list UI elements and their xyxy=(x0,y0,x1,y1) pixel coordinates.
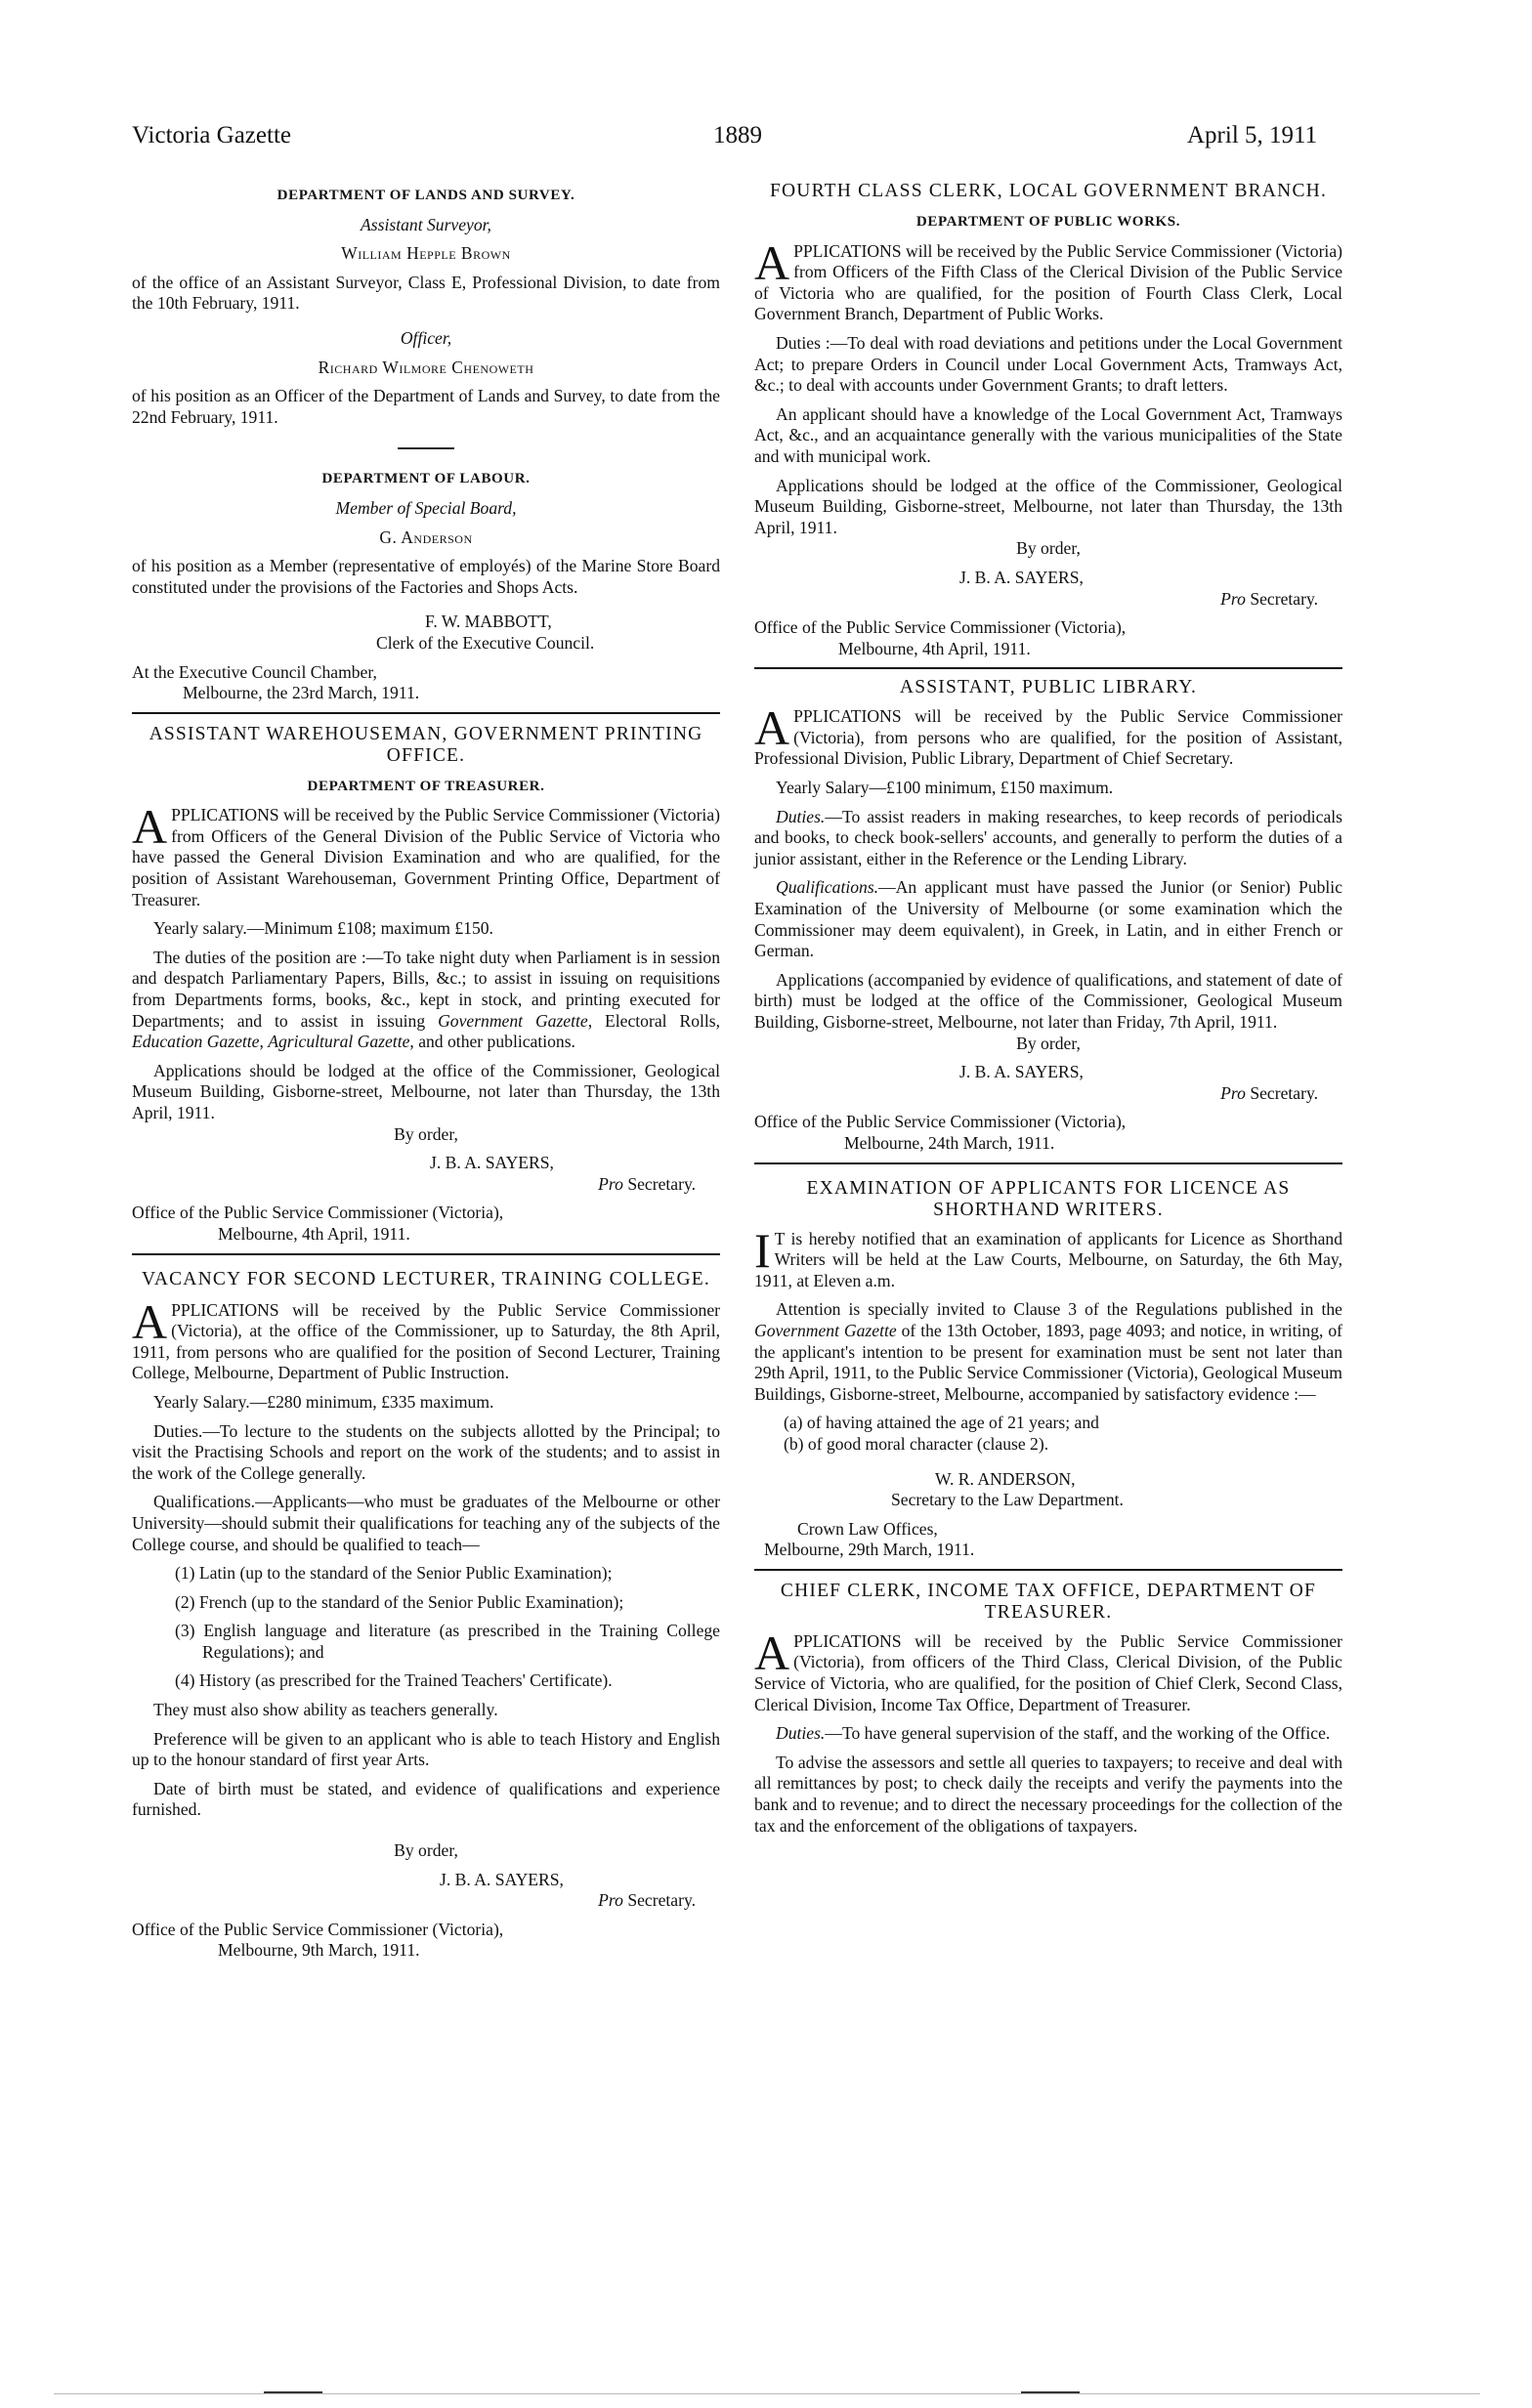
secretary-label: Secretary. xyxy=(1245,1082,1318,1103)
notice-text: APPLICATIONS will be received by the Public Service Commissioner (Victoria) from Officers of the Fifth Class of the Clerical Division of the Public Service of Victoria who are qualified, for the position of Fourth Class Clerk, Local Government Branch, Department of Public Works. xyxy=(754,234,1342,324)
duties-label: Duties. xyxy=(776,1723,826,1744)
department-heading: DEPARTMENT OF TREASURER. xyxy=(307,778,545,794)
role-heading: Officer, xyxy=(400,327,452,348)
page-number: 1889 xyxy=(713,122,762,148)
notice-fourth-class-clerk xyxy=(754,181,1342,669)
evidence-item: (b) of good moral character (clause 2). xyxy=(784,1433,1049,1454)
by-order: By order, xyxy=(1016,538,1081,559)
notice-title: CHIEF CLERK, INCOME TAX OFFICE, DEPARTMENT OF TREASURER. xyxy=(780,1580,1317,1623)
dob-text: Date of birth must be stated, and evidence of qualifications and experience furnished. xyxy=(132,1778,720,1820)
pro-label: Pro xyxy=(598,1890,623,1911)
right-column xyxy=(754,181,1342,1837)
text-run: —To assist readers in making researches, to keep records of periodicals and books, to check book-sellers' accounts, and generally to perform the duties of a junior assistant, either in the Reference or the Lending Library. xyxy=(754,806,1342,868)
notice-title: VACANCY FOR SECOND LECTURER, TRAINING COLLEGE. xyxy=(142,1268,710,1289)
by-order: By order, xyxy=(394,1840,458,1861)
subject-item: (2) French (up to the standard of the Senior Public Examination); xyxy=(175,1591,624,1612)
date: Melbourne, the 23rd March, 1911. xyxy=(183,683,420,703)
notice-text: of his position as an Officer of the Department of Lands and Survey, to date from the 22nd February, 1911. xyxy=(132,386,720,427)
signatory-title xyxy=(754,1083,1342,1105)
office: Office of the Public Service Commissioner (Victoria), xyxy=(132,1203,504,1223)
secretary-label: Secretary. xyxy=(1245,588,1318,609)
department-heading: DEPARTMENT OF LABOUR. xyxy=(321,471,531,487)
text-run: —To have general supervision of the staff, and the working of the Office. xyxy=(825,1723,1331,1744)
secretary-label: Secretary. xyxy=(622,1173,696,1194)
duties-text xyxy=(754,807,1342,870)
date: Melbourne, 9th March, 1911. xyxy=(218,1940,420,1961)
office: Office of the Public Service Commissioner (Victoria), xyxy=(132,1919,504,1939)
date: Melbourne, 4th April, 1911. xyxy=(218,1223,410,1244)
salary-text: Yearly Salary—£100 minimum, £150 maximum. xyxy=(776,778,1114,798)
pro-label: Pro xyxy=(1220,588,1246,609)
date: Melbourne, 24th March, 1911. xyxy=(844,1132,1055,1153)
date: Melbourne, 29th March, 1911. xyxy=(764,1540,975,1560)
notice-assistant-warehouseman xyxy=(132,724,720,1255)
salary-text: Yearly salary.—Minimum £108; maximum £150. xyxy=(153,918,493,939)
signatory-title: Clerk of the Executive Council. xyxy=(376,632,595,653)
notice-title: FOURTH CLASS CLERK, LOCAL GOVERNMENT BRANCH. xyxy=(769,181,1328,201)
department-heading: DEPARTMENT OF PUBLIC WORKS. xyxy=(915,214,1181,230)
qualifications-text xyxy=(754,877,1342,961)
signatory-title xyxy=(132,1890,720,1912)
text-run: —An applicant must have passed the Junior (or Senior) Public Examination of the University of Melbourne (or some examination which the Commissioner may deem equivalent), in Greek, in Latin, and in either French or German. xyxy=(754,877,1342,961)
notice-text: APPLICATIONS will be received by the Public Service Commissioner (Victoria), at the office of the Commissioner, up to Saturday, the 8th April, 1911, from persons who are qualified for the position of Second Lecturer, Training College, Melbourne, Department of Public Instruction. xyxy=(132,1293,720,1383)
attention-text xyxy=(754,1299,1342,1405)
subject-item: (1) Latin (up to the standard of the Senior Public Examination); xyxy=(175,1563,613,1584)
duties-text xyxy=(754,1723,1342,1745)
office: Office of the Public Service Commissioner (Victoria), xyxy=(754,1112,1127,1132)
scan-speck xyxy=(1021,2391,1080,2393)
left-column xyxy=(132,186,720,1962)
secretary-label: Secretary. xyxy=(622,1890,696,1911)
lodge-text: Applications should be lodged at the office of the Commissioner, Geological Museum Building, Gisborne-street, Melbourne, not later than Thursday, the 13th April, 1911. xyxy=(132,1060,720,1122)
duties-text: Duties :—To deal with road deviations and petitions under the Local Government Act; to prepare Orders in Council under Local Government Acts, Tramways Act, &c.; to deal with accounts under Government Grants; to draft letters. xyxy=(754,332,1342,396)
notice-title: ASSISTANT, PUBLIC LIBRARY. xyxy=(899,677,1198,698)
by-order: By order, xyxy=(394,1123,458,1144)
notice-text: IT is hereby notified that an examination of applicants for Licence as Shorthand Writers will be held at the Law Courts, Melbourne, on Saturday, the 6th May, 1911, at Eleven a.m. xyxy=(754,1222,1342,1290)
evidence-item: (a) of having attained the age of 21 years; and xyxy=(784,1413,1099,1433)
duties-text: Duties.—To lecture to the students on the subjects allotted by the Principal; to visit the Practising Schools and report on the work of the students; and to assist in the work of the College generally. xyxy=(132,1420,720,1483)
pro-label: Pro xyxy=(598,1173,623,1194)
pro-label: Pro xyxy=(1220,1082,1246,1103)
by-order: By order, xyxy=(1016,1033,1081,1053)
scan-edge-noise xyxy=(54,2393,1480,2394)
subject-item: (3) English language and literature (as prescribed in the Training College Regulations); and xyxy=(175,1621,720,1662)
publication-name: Education Gazette xyxy=(132,1032,260,1052)
text-run: The duties of the position are :—To take night duty when Parliament is in session and despatch Parliamentary Papers, Bills, &c.; to assist in issuing on requisitions from Departments forms, books, &c., kept in stock, and printing executed for Departments; and to assist in issuing xyxy=(132,947,720,1031)
notice-text: of his position as a Member (representative of employés) of the Marine Store Board constituted under the provisions of the Factories and Shops Acts. xyxy=(132,556,720,597)
duties-text xyxy=(132,948,720,1053)
notice-chief-clerk-income-tax xyxy=(754,1581,1342,1837)
signatory: J. B. A. SAYERS, xyxy=(430,1153,554,1173)
publication-name: Government Gazette xyxy=(438,1010,588,1031)
notice-labour xyxy=(132,469,720,713)
department-heading: DEPARTMENT OF LANDS AND SURVEY. xyxy=(277,188,575,203)
signatory-title xyxy=(132,1174,720,1196)
signatory: F. W. MABBOTT, xyxy=(425,612,552,632)
person-name: Richard Wilmore Chenoweth xyxy=(318,357,534,377)
role-heading: Member of Special Board, xyxy=(335,497,517,518)
subject-item: (4) History (as prescribed for the Trained Teachers' Certificate). xyxy=(175,1670,613,1691)
person-name: G. Anderson xyxy=(379,527,473,547)
text-run: of the 13th October, 1893, page 4093; and notice, in writing, of the applicant's intention to be present for examination must be sent not later than 29th April, 1911, to the Public Service Commissioner (Victoria), Geological Museum Buildings, Gisborne-street, Melbourne, accompanied by satisfactory evidence :— xyxy=(754,1320,1342,1404)
signatory-title xyxy=(754,589,1342,611)
notice-lands-and-survey xyxy=(132,186,720,449)
issue-date: April 5, 1911 xyxy=(1187,122,1318,148)
signatory-title: Secretary to the Law Department. xyxy=(891,1490,1124,1510)
notice-text: APPLICATIONS will be received by the Public Service Commissioner (Victoria), from persons who are qualified, for the position of Assistant, Professional Division, Public Library, Department of Chief Secretary. xyxy=(754,700,1342,769)
place: At the Executive Council Chamber, xyxy=(132,661,377,682)
date: Melbourne, 4th April, 1911. xyxy=(838,638,1031,658)
notice-shorthand-writers xyxy=(754,1178,1342,1571)
ability-text: They must also show ability as teachers generally. xyxy=(153,1700,498,1720)
duties-label: Duties. xyxy=(776,806,826,826)
text-run: , Electoral Rolls, xyxy=(587,1010,721,1031)
lodge-text: Applications (accompanied by evidence of qualifications, and statement of date of birth) must be lodged at the office of the Commissioner, Geological Museum Building, Gisborne-street, Melbourne, not later than Friday, 7th April, 1911. xyxy=(754,969,1342,1032)
advise-text: To advise the assessors and settle all queries to taxpayers; to receive and deal with all remittances by post; to check daily the receipts and verify the payments into the bank and to revenue; and to direct the necessary proceedings for the collection of the tax and the enforcement of the obligations of taxpayers. xyxy=(754,1752,1342,1836)
signatory: W. R. ANDERSON, xyxy=(935,1468,1076,1489)
knowledge-text: An applicant should have a knowledge of the Local Government Act, Tramways Act, &c., and an acquaintance generally with the various municipalities of the State and with municipal work. xyxy=(754,403,1342,466)
signatory: J. B. A. SAYERS, xyxy=(440,1869,564,1889)
salary-text: Yearly Salary.—£280 minimum, £335 maximum. xyxy=(153,1391,494,1412)
signatory: J. B. A. SAYERS, xyxy=(959,1062,1084,1082)
notice-text: APPLICATIONS will be received by the Public Service Commissioner (Victoria), from officers of the Third Class, Clerical Division, of the Public Service of Victoria, who are qualified, for the position of Chief Clerk, Second Class, Clerical Division, Income Tax Office, Department of Treasurer. xyxy=(754,1625,1342,1714)
role-heading: Assistant Surveyor, xyxy=(361,214,491,234)
notice-text: of the office of an Assistant Surveyor, Class E, Professional Division, to date from the 10th February, 1911. xyxy=(132,272,720,314)
qualifications-label: Qualifications. xyxy=(776,877,879,898)
scan-speck xyxy=(264,2391,322,2393)
publication-title: Victoria Gazette xyxy=(132,122,291,148)
publication-name: Agricultural Gazette xyxy=(268,1032,410,1052)
text-run: , and other publications. xyxy=(409,1032,575,1052)
signatory: J. B. A. SAYERS, xyxy=(959,567,1084,587)
notice-second-lecturer xyxy=(132,1269,720,1962)
person-name: William Hepple Brown xyxy=(341,243,511,264)
text-run: , xyxy=(259,1032,269,1052)
notice-public-library xyxy=(754,677,1342,1163)
qualifications-text: Qualifications.—Applicants—who must be graduates of the Melbourne or other University—should submit their qualifications for teaching any of the subjects of the College course, and should be qualified to teach— xyxy=(132,1492,720,1554)
preference-text: Preference will be given to an applicant who is able to teach History and English up to the honour standard of first year Arts. xyxy=(132,1728,720,1770)
place: Crown Law Offices, xyxy=(797,1518,938,1539)
notice-title: EXAMINATION OF APPLICANTS FOR LICENCE AS SHORTHAND WRITERS. xyxy=(806,1177,1291,1220)
office: Office of the Public Service Commissioner (Victoria), xyxy=(754,617,1127,638)
notice-text: APPLICATIONS will be received by the Public Service Commissioner (Victoria) from Officers of the General Division of the Public Service of Victoria who have passed the General Division Examination and who are qualified, for the position of Assistant Warehouseman, Government Printing Office, Department of Treasurer. xyxy=(132,799,720,909)
publication-name: Government Gazette xyxy=(754,1320,897,1340)
notice-title: ASSISTANT WAREHOUSEMAN, GOVERNMENT PRINTING OFFICE. xyxy=(149,723,703,766)
text-run: Attention is specially invited to Clause 3 of the Regulations published in the xyxy=(776,1299,1342,1320)
lodge-text: Applications should be lodged at the office of the Commissioner, Geological Museum Building, Gisborne-street, Melbourne, not later than Thursday, the 13th April, 1911. xyxy=(754,475,1342,537)
